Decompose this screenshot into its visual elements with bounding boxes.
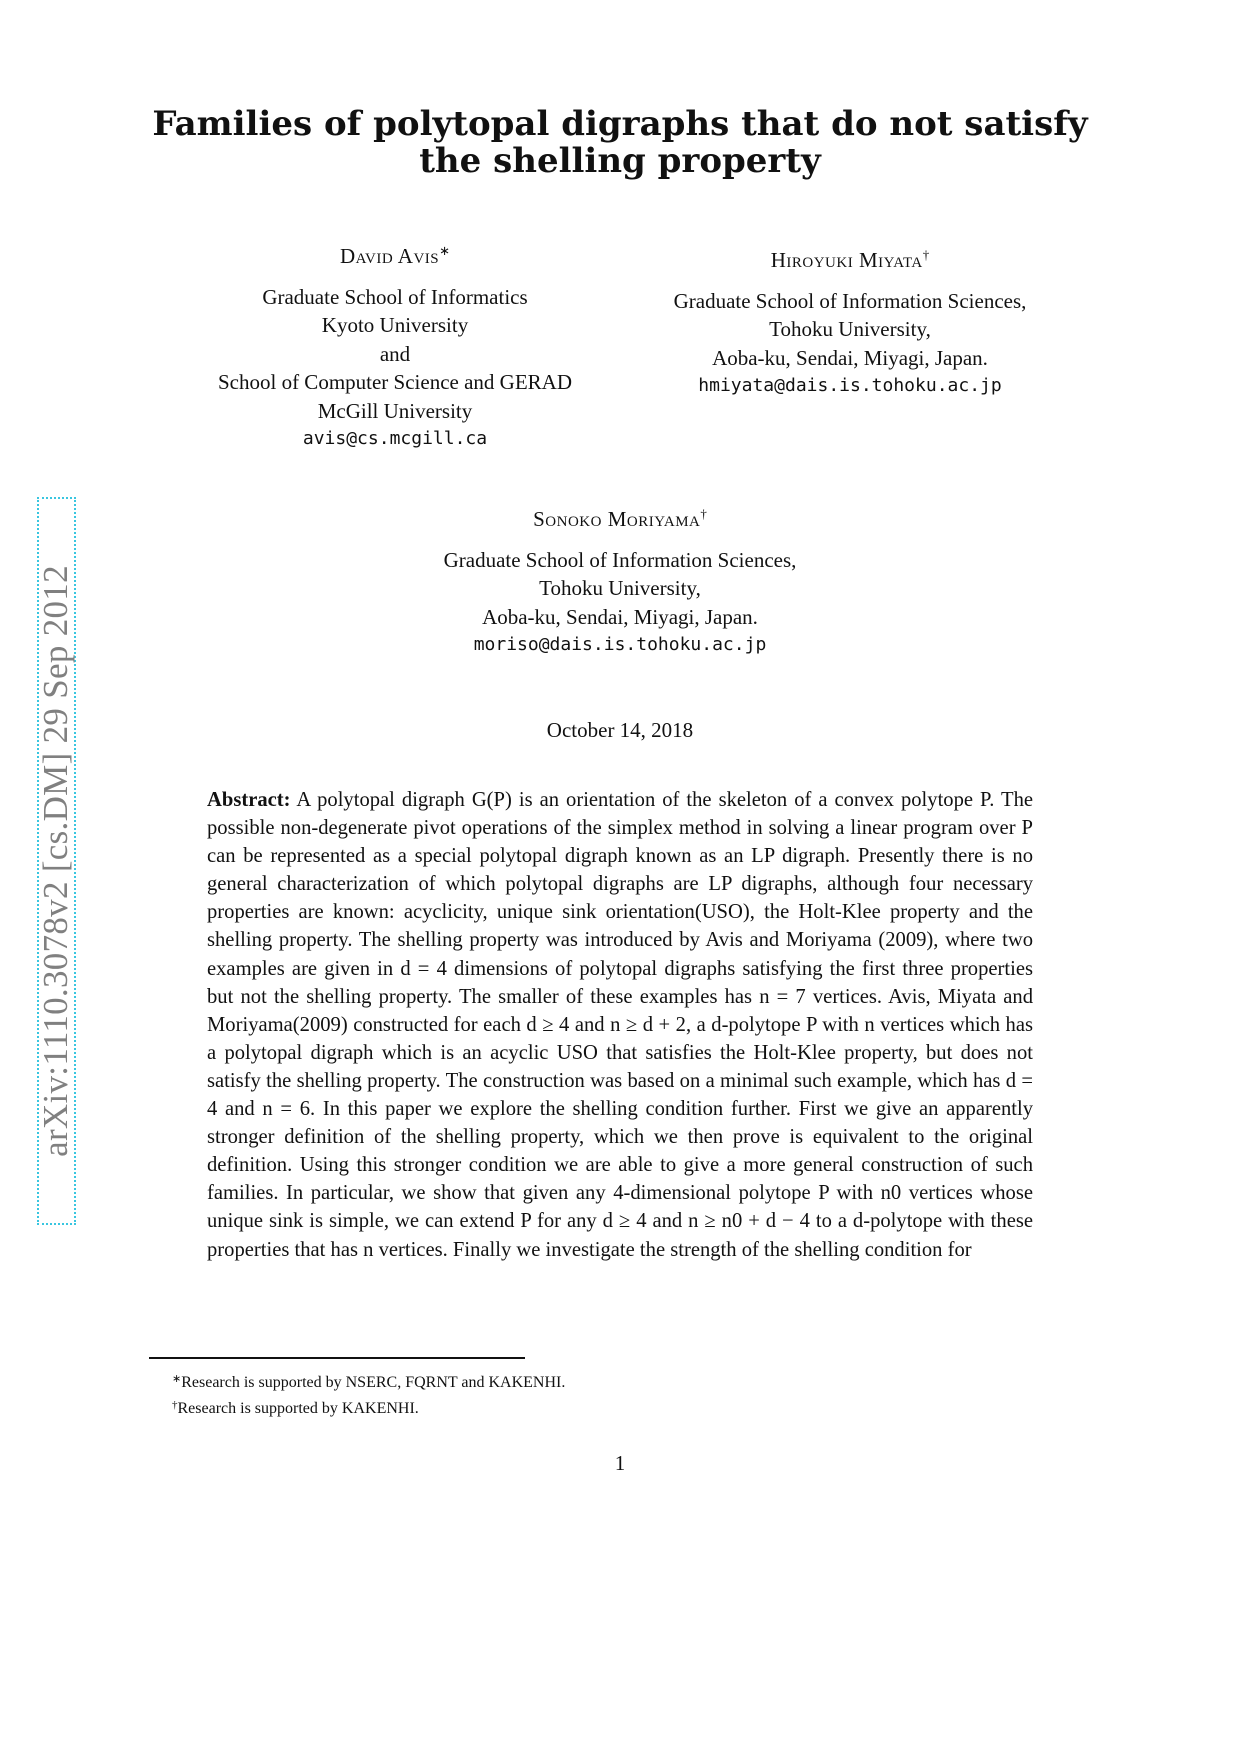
footnote-rule — [149, 1357, 525, 1359]
footnote — [172, 1394, 972, 1420]
author-name: Sonoko Moriyama — [533, 507, 701, 531]
author-email: hmiyata@dais.is.tohoku.ac.jp — [698, 375, 1002, 396]
author-email: avis@cs.mcgill.ca — [302, 428, 488, 449]
affiliation-line: Aoba-ku, Sendai, Miyagi, Japan. — [482, 604, 758, 629]
page-number: 1 — [614, 1451, 626, 1475]
affiliation-line: and — [379, 341, 411, 366]
author-name: Hiroyuki Miyata — [770, 248, 923, 272]
title-line-1: Families of polytopal digraphs that do not satisfy — [152, 104, 1088, 144]
footnote-text: Research is supported by NSERC, FQRNT and KAKENHI. — [181, 1374, 566, 1391]
author-email: moriso@dais.is.tohoku.ac.jp — [473, 634, 767, 655]
title-line-2: the shelling property — [419, 141, 821, 181]
footnote-mark: † — [172, 1399, 178, 1411]
footnote-mark: † — [700, 506, 707, 521]
abstract — [207, 786, 1033, 1264]
author-block-avis — [175, 237, 615, 454]
abstract-text: A polytopal digraph G(P) is an orientation of the skeleton of a convex polytope P. The possible non-degenerate pivot operations of the simplex method in solving a linear program over P can be represented as a special polytopal digraph known as an LP digraph. Presently there is no general characterization of which polytopal digraphs are LP digraphs, although four necessary properties are known: acyclicity, unique sink orientation(USO), the Holt-Klee property and the shelling property. The shelling property was introduced by Avis and Moriyama (2009), where two examples are given in d = 4 dimensions of polytopal digraphs satisfying the first three properties but not the shelling property. The smaller of these examples has n = 7 vertices. Avis, Miyata and Moriyama(2009) constructed for each d ≥ 4 and n ≥ d + 2, a d-polytope P with n vertices which has a polytopal digraph which is an acyclic USO that satisfies the Holt-Klee property, but does not satisfy the shelling property. The construction was based on a minimal such example, which has d = 4 and n = 6. In this paper we explore the shelling condition further. First we give an apparently stronger definition of the shelling property, which we then prove is equivalent to the original definition. Using this stronger condition we are able to give a more general construction of such families. In particular, we show that given any 4-dimensional polytope P with n0 vertices whose unique sink is simple, we can extend P for any d ≥ 4 and n ≥ n0 + d − 4 to a d-polytope with these properties that has n vertices. Finally we investigate the strength of the shelling condition for — [207, 789, 1034, 1261]
affiliation-line: Tohoku University, — [769, 317, 931, 341]
affiliation-line: School of Computer Science and GERAD — [217, 370, 573, 394]
footnotes — [172, 1368, 972, 1420]
affiliation-line: Graduate School of Informatics — [262, 284, 528, 309]
affiliation-line: Aoba-ku, Sendai, Miyagi, Japan. — [712, 345, 988, 370]
author-block-moriyama — [390, 500, 850, 660]
footnote — [172, 1368, 972, 1394]
affiliation-line: Tohoku University, — [539, 576, 701, 600]
affiliation-line: Kyoto University — [321, 313, 469, 337]
footnote-text: Research is supported by KAKENHI. — [177, 1400, 419, 1417]
author-name: David Avis — [339, 244, 440, 268]
affiliation-line: Graduate School of Information Sciences, — [443, 547, 797, 572]
footnote-mark: ∗ — [439, 243, 451, 258]
footnote-mark: † — [922, 247, 930, 262]
author-block-miyata — [635, 241, 1065, 401]
paper-date: October 14, 2018 — [546, 718, 694, 742]
arxiv-stamp: arXiv:1110.3078v2 [cs.DM] 29 Sep 2012 — [36, 565, 75, 1157]
footnote-mark: ∗ — [172, 1373, 182, 1385]
paper-title — [150, 106, 1090, 180]
affiliation-line: Graduate School of Information Sciences, — [673, 288, 1027, 313]
affiliation-line: McGill University — [317, 398, 473, 423]
abstract-label: Abstract: — [207, 789, 291, 811]
